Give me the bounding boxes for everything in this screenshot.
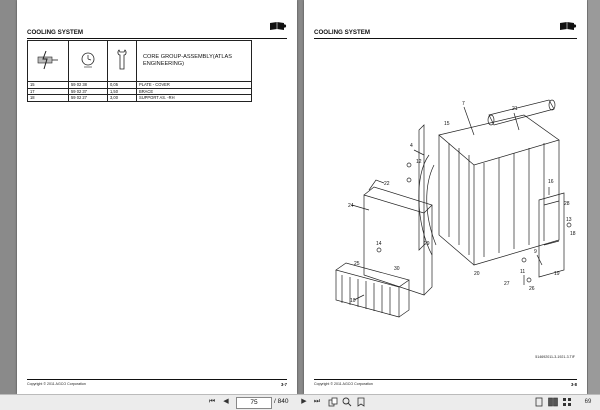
description: BRACE xyxy=(137,88,252,95)
assembly-title: CORE GROUP-ASSEMBLY(ATLAS ENGINEERING) xyxy=(137,41,252,82)
date-column-header xyxy=(69,41,108,82)
part-number: 59 02 38 xyxy=(69,82,108,89)
item-number: 15 xyxy=(28,82,69,89)
footer-rule xyxy=(27,379,287,380)
table-row xyxy=(28,95,252,102)
callout-number: 30 xyxy=(394,266,400,272)
callout-number: 15 xyxy=(444,121,450,127)
header-rule xyxy=(314,38,577,39)
total-pages-label: / 840 xyxy=(274,398,289,405)
previous-page-button[interactable]: ◀ xyxy=(223,398,229,405)
item-number: 17 xyxy=(28,88,69,95)
tool-column-header xyxy=(108,41,137,82)
ref-column-header xyxy=(28,41,69,82)
callout-number: 4 xyxy=(410,143,413,149)
callout-number: 29 xyxy=(424,241,430,247)
header-rule xyxy=(27,38,287,39)
quantity: 0,05 xyxy=(108,82,137,89)
quantity: 1,50 xyxy=(108,88,137,95)
search-icon[interactable] xyxy=(342,397,352,407)
callout-number: 20 xyxy=(474,271,480,277)
single-page-view-icon[interactable] xyxy=(534,397,544,407)
callout-number: 19 xyxy=(554,271,560,277)
page-left xyxy=(17,0,297,394)
last-page-button[interactable]: ⏭ xyxy=(313,398,321,405)
callout-number: 16 xyxy=(548,179,554,185)
callout-number: 27 xyxy=(504,281,510,287)
page-navigation-toolbar xyxy=(0,394,600,410)
callout-number: 21 xyxy=(512,106,518,112)
footer-rule xyxy=(314,379,577,380)
callout-number: 10 xyxy=(350,298,356,304)
copyright-text: Copyright © 2011 AGCO Corporation xyxy=(314,382,373,386)
item-number: 18 xyxy=(28,95,69,102)
callout-number: 13 xyxy=(566,217,572,223)
bookmark-icon[interactable] xyxy=(356,397,366,407)
page-number: 3-7 xyxy=(280,382,287,387)
page-right xyxy=(304,0,587,394)
callout-number: 25 xyxy=(354,261,360,267)
callout-number: 9 xyxy=(534,249,537,255)
zoom-level[interactable]: 69 xyxy=(584,399,592,405)
callout-number: 7 xyxy=(462,101,465,107)
wrench-icon xyxy=(116,48,128,72)
callout-number: 11 xyxy=(520,269,526,275)
next-page-button[interactable]: ▶ xyxy=(301,398,307,405)
two-page-view-icon[interactable] xyxy=(548,397,558,407)
pipe-part-icon xyxy=(36,49,60,71)
clock-icon xyxy=(79,49,97,71)
callout-number: 22 xyxy=(384,181,390,187)
parts-table xyxy=(27,40,252,102)
callout-number: 14 xyxy=(376,241,382,247)
first-page-button[interactable]: ⏮ xyxy=(208,398,216,405)
quantity: 3,00 xyxy=(108,95,137,102)
description: SUPPORT AS. -RH xyxy=(137,95,252,102)
page-number-input[interactable]: 75 xyxy=(236,397,272,409)
vertical-scrollbar[interactable] xyxy=(588,0,600,394)
drawing-id: 514692011-3-1921-3.TIF xyxy=(535,355,575,359)
page-header-title: COOLING SYSTEM xyxy=(314,29,371,36)
page-number: 3-8 xyxy=(570,382,577,387)
callout-number: 18 xyxy=(570,231,576,237)
callout-number: 24 xyxy=(348,203,354,209)
callout-number: 26 xyxy=(529,286,535,292)
page-header-title: COOLING SYSTEM xyxy=(27,29,84,36)
grid-view-icon[interactable] xyxy=(562,397,572,407)
copy-icon[interactable] xyxy=(328,397,338,407)
copyright-text: Copyright © 2011 AGCO Corporation xyxy=(27,382,86,386)
exploded-parts-diagram xyxy=(324,95,574,325)
part-number: 59 02 37 xyxy=(69,88,108,95)
callout-number: 12 xyxy=(416,159,422,165)
part-number: 59 02 27 xyxy=(69,95,108,102)
callout-number: 28 xyxy=(564,201,570,207)
parts-table-header xyxy=(28,41,252,82)
description: PLATE - COVER xyxy=(137,82,252,89)
